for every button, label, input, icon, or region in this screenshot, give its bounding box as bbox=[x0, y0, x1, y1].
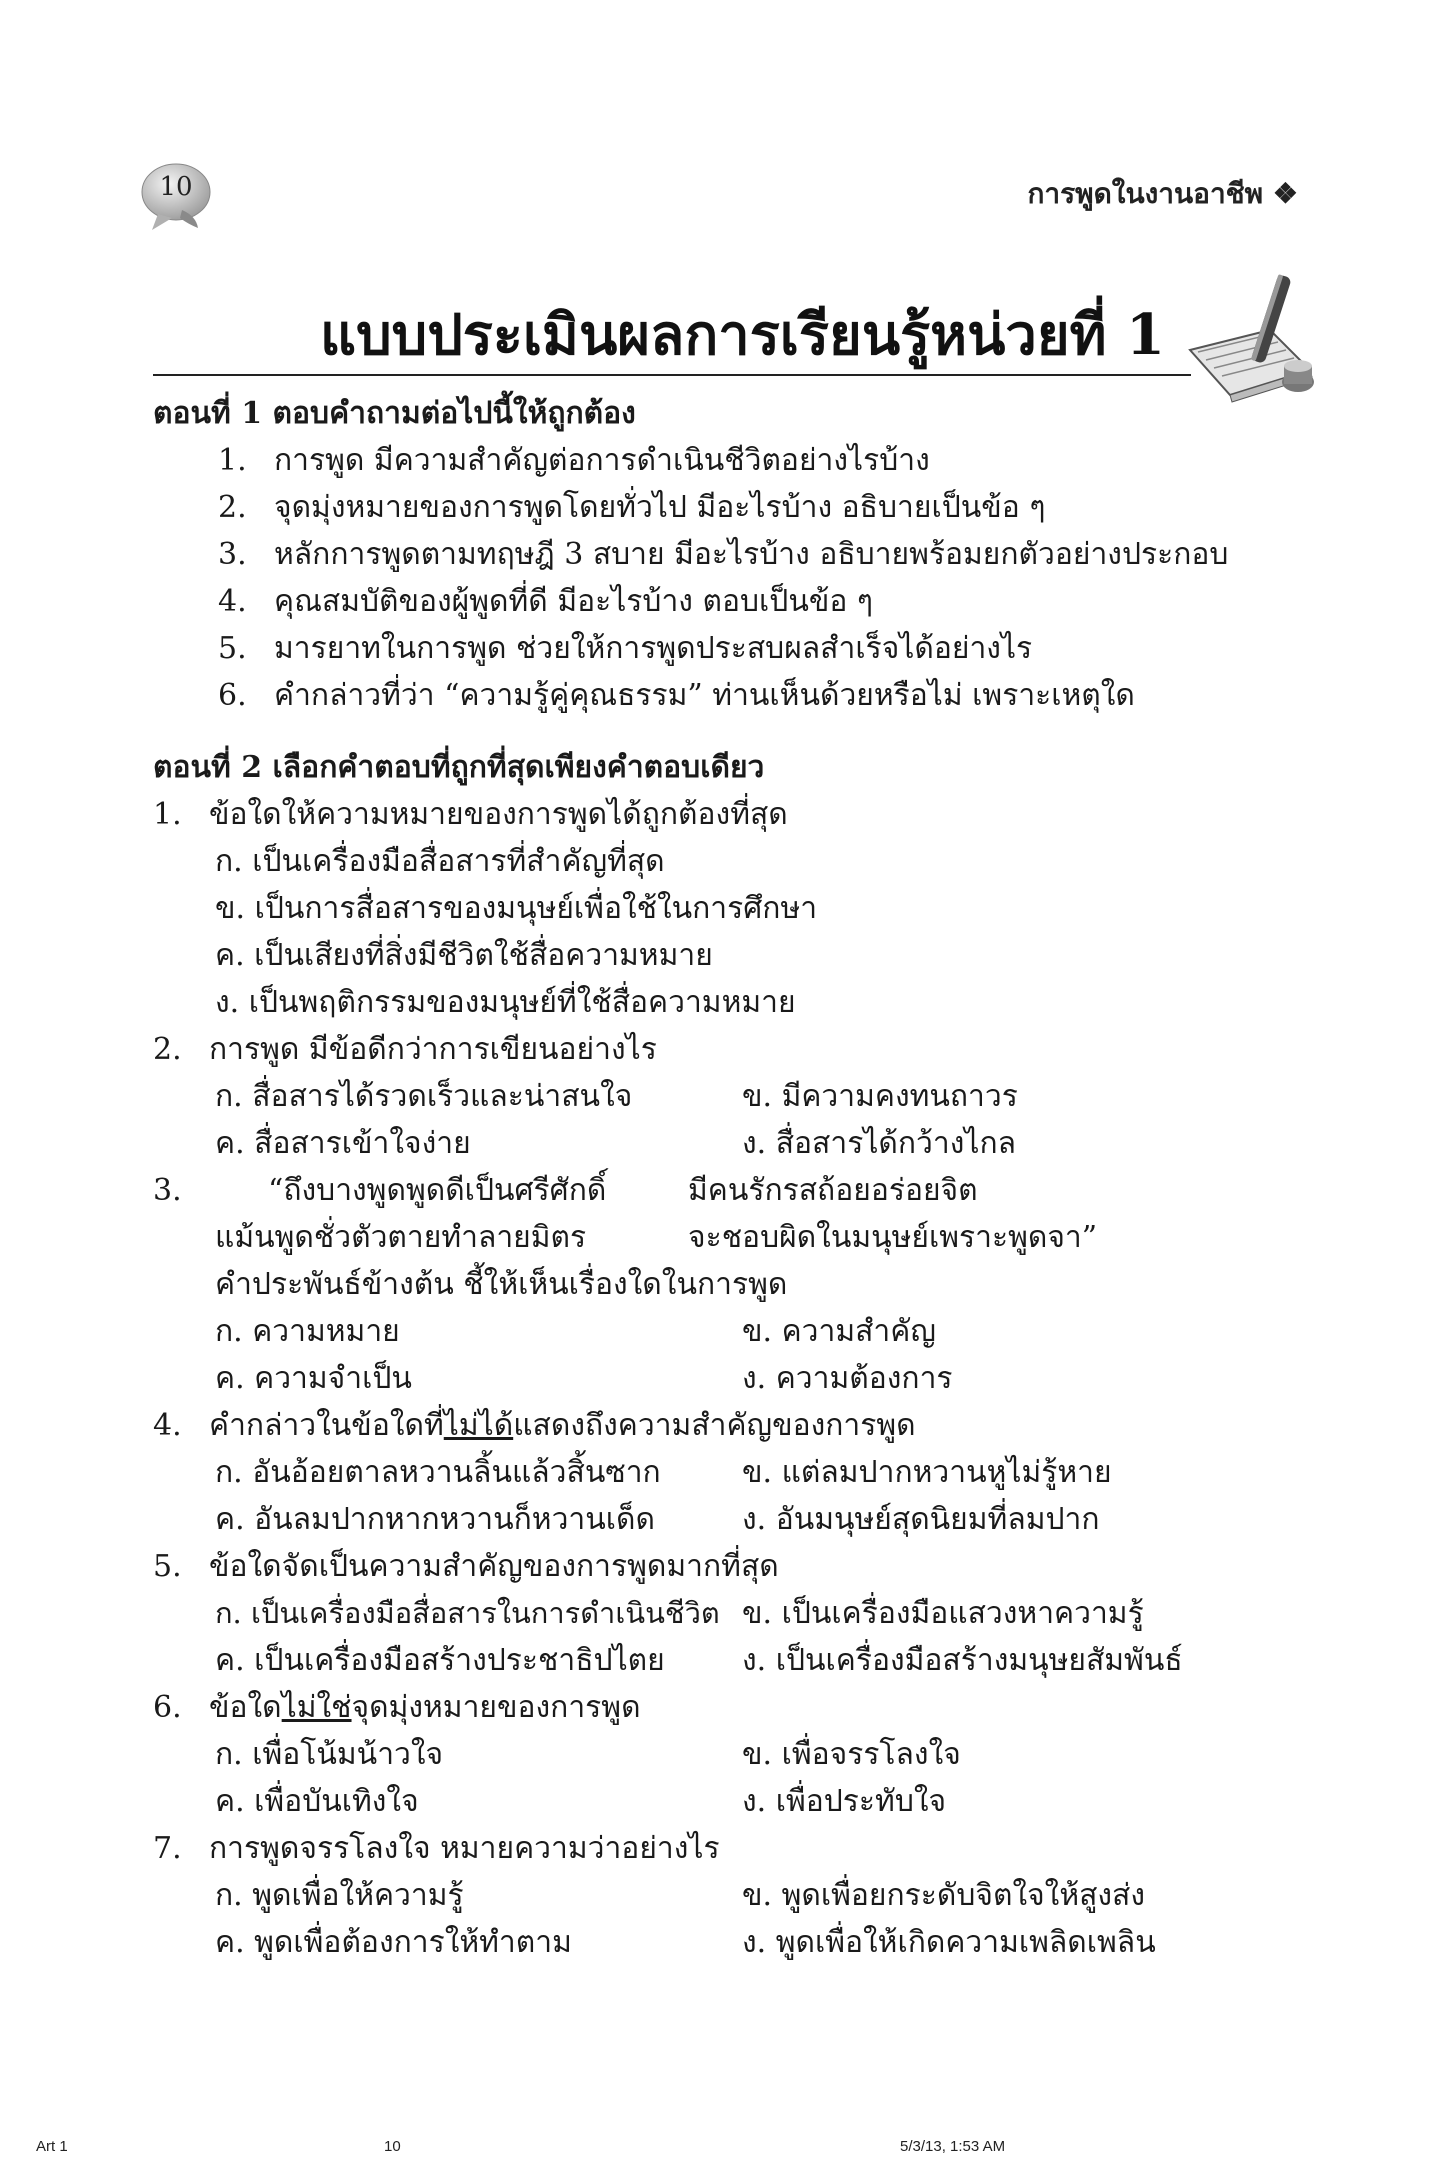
part1-item-4: 4. คุณสมบัติของผู้พูดที่ดี มีอะไรบ้าง ตอบเป็นข้อ ๆ bbox=[218, 584, 874, 619]
q3-verse-2b: จะชอบผิดในมนุษย์เพราะพูดจา” bbox=[688, 1220, 1098, 1255]
pen-notepad-icon bbox=[1180, 270, 1320, 420]
q4-choice-b: ข. แต่ลมปากหวานหูไม่รู้หาย bbox=[742, 1455, 1112, 1490]
footer-left: Art 1 bbox=[36, 2138, 68, 2155]
footer-right: 5/3/13, 1:53 AM bbox=[900, 2138, 1006, 2155]
running-header: การพูดในงานอาชีพ ❖ bbox=[1027, 177, 1298, 210]
part1-item-6: 6. คำกล่าวที่ว่า “ความรู้คู่คุณธรรม” ท่านเห็นด้วยหรือไม่ เพราะเหตุใด bbox=[218, 678, 1135, 713]
question-3: คำประพันธ์ข้างต้น ชี้ให้เห็นเรื่องใดในการพูด bbox=[215, 1267, 788, 1302]
q5-choice-b: ข. เป็นเครื่องมือแสวงหาความรู้ bbox=[742, 1596, 1144, 1631]
q1-choice-c: ค. เป็นเสียงที่สิ่งมีชีวิตใช้สื่อความหมาย bbox=[215, 938, 713, 973]
q7-choice-c: ค. พูดเพื่อต้องการให้ทำตาม bbox=[215, 1925, 572, 1960]
q6-choice-d: ง. เพื่อประทับใจ bbox=[742, 1784, 947, 1819]
title-divider bbox=[153, 374, 1191, 376]
question-6: 6. ข้อใดไม่ใช่จุดมุ่งหมายของการพูด bbox=[153, 1690, 641, 1725]
question-7: 7. การพูดจรรโลงใจ หมายความว่าอย่างไร bbox=[153, 1831, 720, 1866]
page-number: 10 bbox=[159, 172, 193, 202]
q5-choice-c: ค. เป็นเครื่องมือสร้างประชาธิปไตย bbox=[215, 1643, 665, 1678]
page-title: แบบประเมินผลการเรียนรู้หน่วยที่ 1 bbox=[320, 302, 1166, 368]
q2-choice-d: ง. สื่อสารได้กว้างไกล bbox=[742, 1126, 1017, 1161]
question-1: 1. ข้อใดให้ความหมายของการพูดได้ถูกต้องที่สุด bbox=[153, 797, 788, 832]
q7-choice-d: ง. พูดเพื่อให้เกิดความเพลิดเพลิน bbox=[742, 1925, 1156, 1960]
part1-item-2: 2. จุดมุ่งหมายของการพูดโดยทั่วไป มีอะไรบ้าง อธิบายเป็นข้อ ๆ bbox=[218, 490, 1046, 525]
q3-verse-1a: “ถึงบางพูดพูดดีเป็นศรีศักดิ์ bbox=[268, 1173, 607, 1208]
q2-choice-c: ค. สื่อสารเข้าใจง่าย bbox=[215, 1126, 471, 1161]
q2-choice-b: ข. มีความคงทนถาวร bbox=[742, 1079, 1018, 1114]
question-2: 2. การพูด มีข้อดีกว่าการเขียนอย่างไร bbox=[153, 1032, 657, 1067]
question-5: 5. ข้อใดจัดเป็นความสำคัญของการพูดมากที่สุด bbox=[153, 1549, 779, 1584]
q5-choice-a: ก. เป็นเครื่องมือสื่อสารในการดำเนินชีวิต bbox=[215, 1596, 720, 1630]
q3-choice-c: ค. ความจำเป็น bbox=[215, 1361, 412, 1396]
q2-choice-a: ก. สื่อสารได้รวดเร็วและน่าสนใจ bbox=[215, 1079, 633, 1114]
footer-center: 10 bbox=[384, 2138, 401, 2155]
part1-item-5: 5. มารยาทในการพูด ช่วยให้การพูดประสบผลสำเร็จได้อย่างไร bbox=[218, 631, 1033, 666]
part1-heading: ตอนที่ 1 ตอบคำถามต่อไปนี้ให้ถูกต้อง bbox=[153, 396, 636, 431]
q1-choice-a: ก. เป็นเครื่องมือสื่อสารที่สำคัญที่สุด bbox=[215, 844, 665, 879]
part1-item-3: 3. หลักการพูดตามทฤษฎี 3 สบาย มีอะไรบ้าง อธิบายพร้อมยกตัวอย่างประกอบ bbox=[218, 537, 1229, 572]
question-4: 4. คำกล่าวในข้อใดที่ไม่ได้แสดงถึงความสำคัญของการพูด bbox=[153, 1408, 916, 1443]
q7-choice-b: ข. พูดเพื่อยกระดับจิตใจให้สูงส่ง bbox=[742, 1878, 1146, 1913]
q3-choice-a: ก. ความหมาย bbox=[215, 1314, 400, 1349]
q7-choice-a: ก. พูดเพื่อให้ความรู้ bbox=[215, 1878, 464, 1913]
q3-choice-d: ง. ความต้องการ bbox=[742, 1361, 953, 1396]
part1-item-1: 1. การพูด มีความสำคัญต่อการดำเนินชีวิตอย่างไรบ้าง bbox=[218, 443, 930, 478]
q6-choice-c: ค. เพื่อบันเทิงใจ bbox=[215, 1784, 419, 1819]
q1-choice-b: ข. เป็นการสื่อสารของมนุษย์เพื่อใช้ในการศึกษา bbox=[215, 891, 818, 926]
q3-number: 3. bbox=[153, 1173, 182, 1208]
q4-choice-d: ง. อันมนุษย์สุดนิยมที่ลมปาก bbox=[742, 1502, 1100, 1537]
q3-verse-1b: มีคนรักรสถ้อยอร่อยจิต bbox=[688, 1173, 978, 1208]
q6-choice-b: ข. เพื่อจรรโลงใจ bbox=[742, 1737, 961, 1772]
q3-choice-b: ข. ความสำคัญ bbox=[742, 1314, 936, 1349]
q5-choice-d: ง. เป็นเครื่องมือสร้างมนุษยสัมพันธ์ bbox=[742, 1643, 1183, 1678]
part2-heading: ตอนที่ 2 เลือกคำตอบที่ถูกที่สุดเพียงคำตอบเดียว bbox=[153, 750, 765, 785]
q4-choice-a: ก. อันอ้อยตาลหวานลิ้นแล้วสิ้นซาก bbox=[215, 1455, 661, 1490]
q6-choice-a: ก. เพื่อโน้มน้าวใจ bbox=[215, 1737, 444, 1772]
q1-choice-d: ง. เป็นพฤติกรรมของมนุษย์ที่ใช้สื่อความหมาย bbox=[215, 985, 796, 1020]
q4-choice-c: ค. อันลมปากหากหวานก็หวานเด็ด bbox=[215, 1502, 655, 1537]
q3-verse-2a: แม้นพูดชั่วตัวตายทำลายมิตร bbox=[215, 1220, 587, 1255]
